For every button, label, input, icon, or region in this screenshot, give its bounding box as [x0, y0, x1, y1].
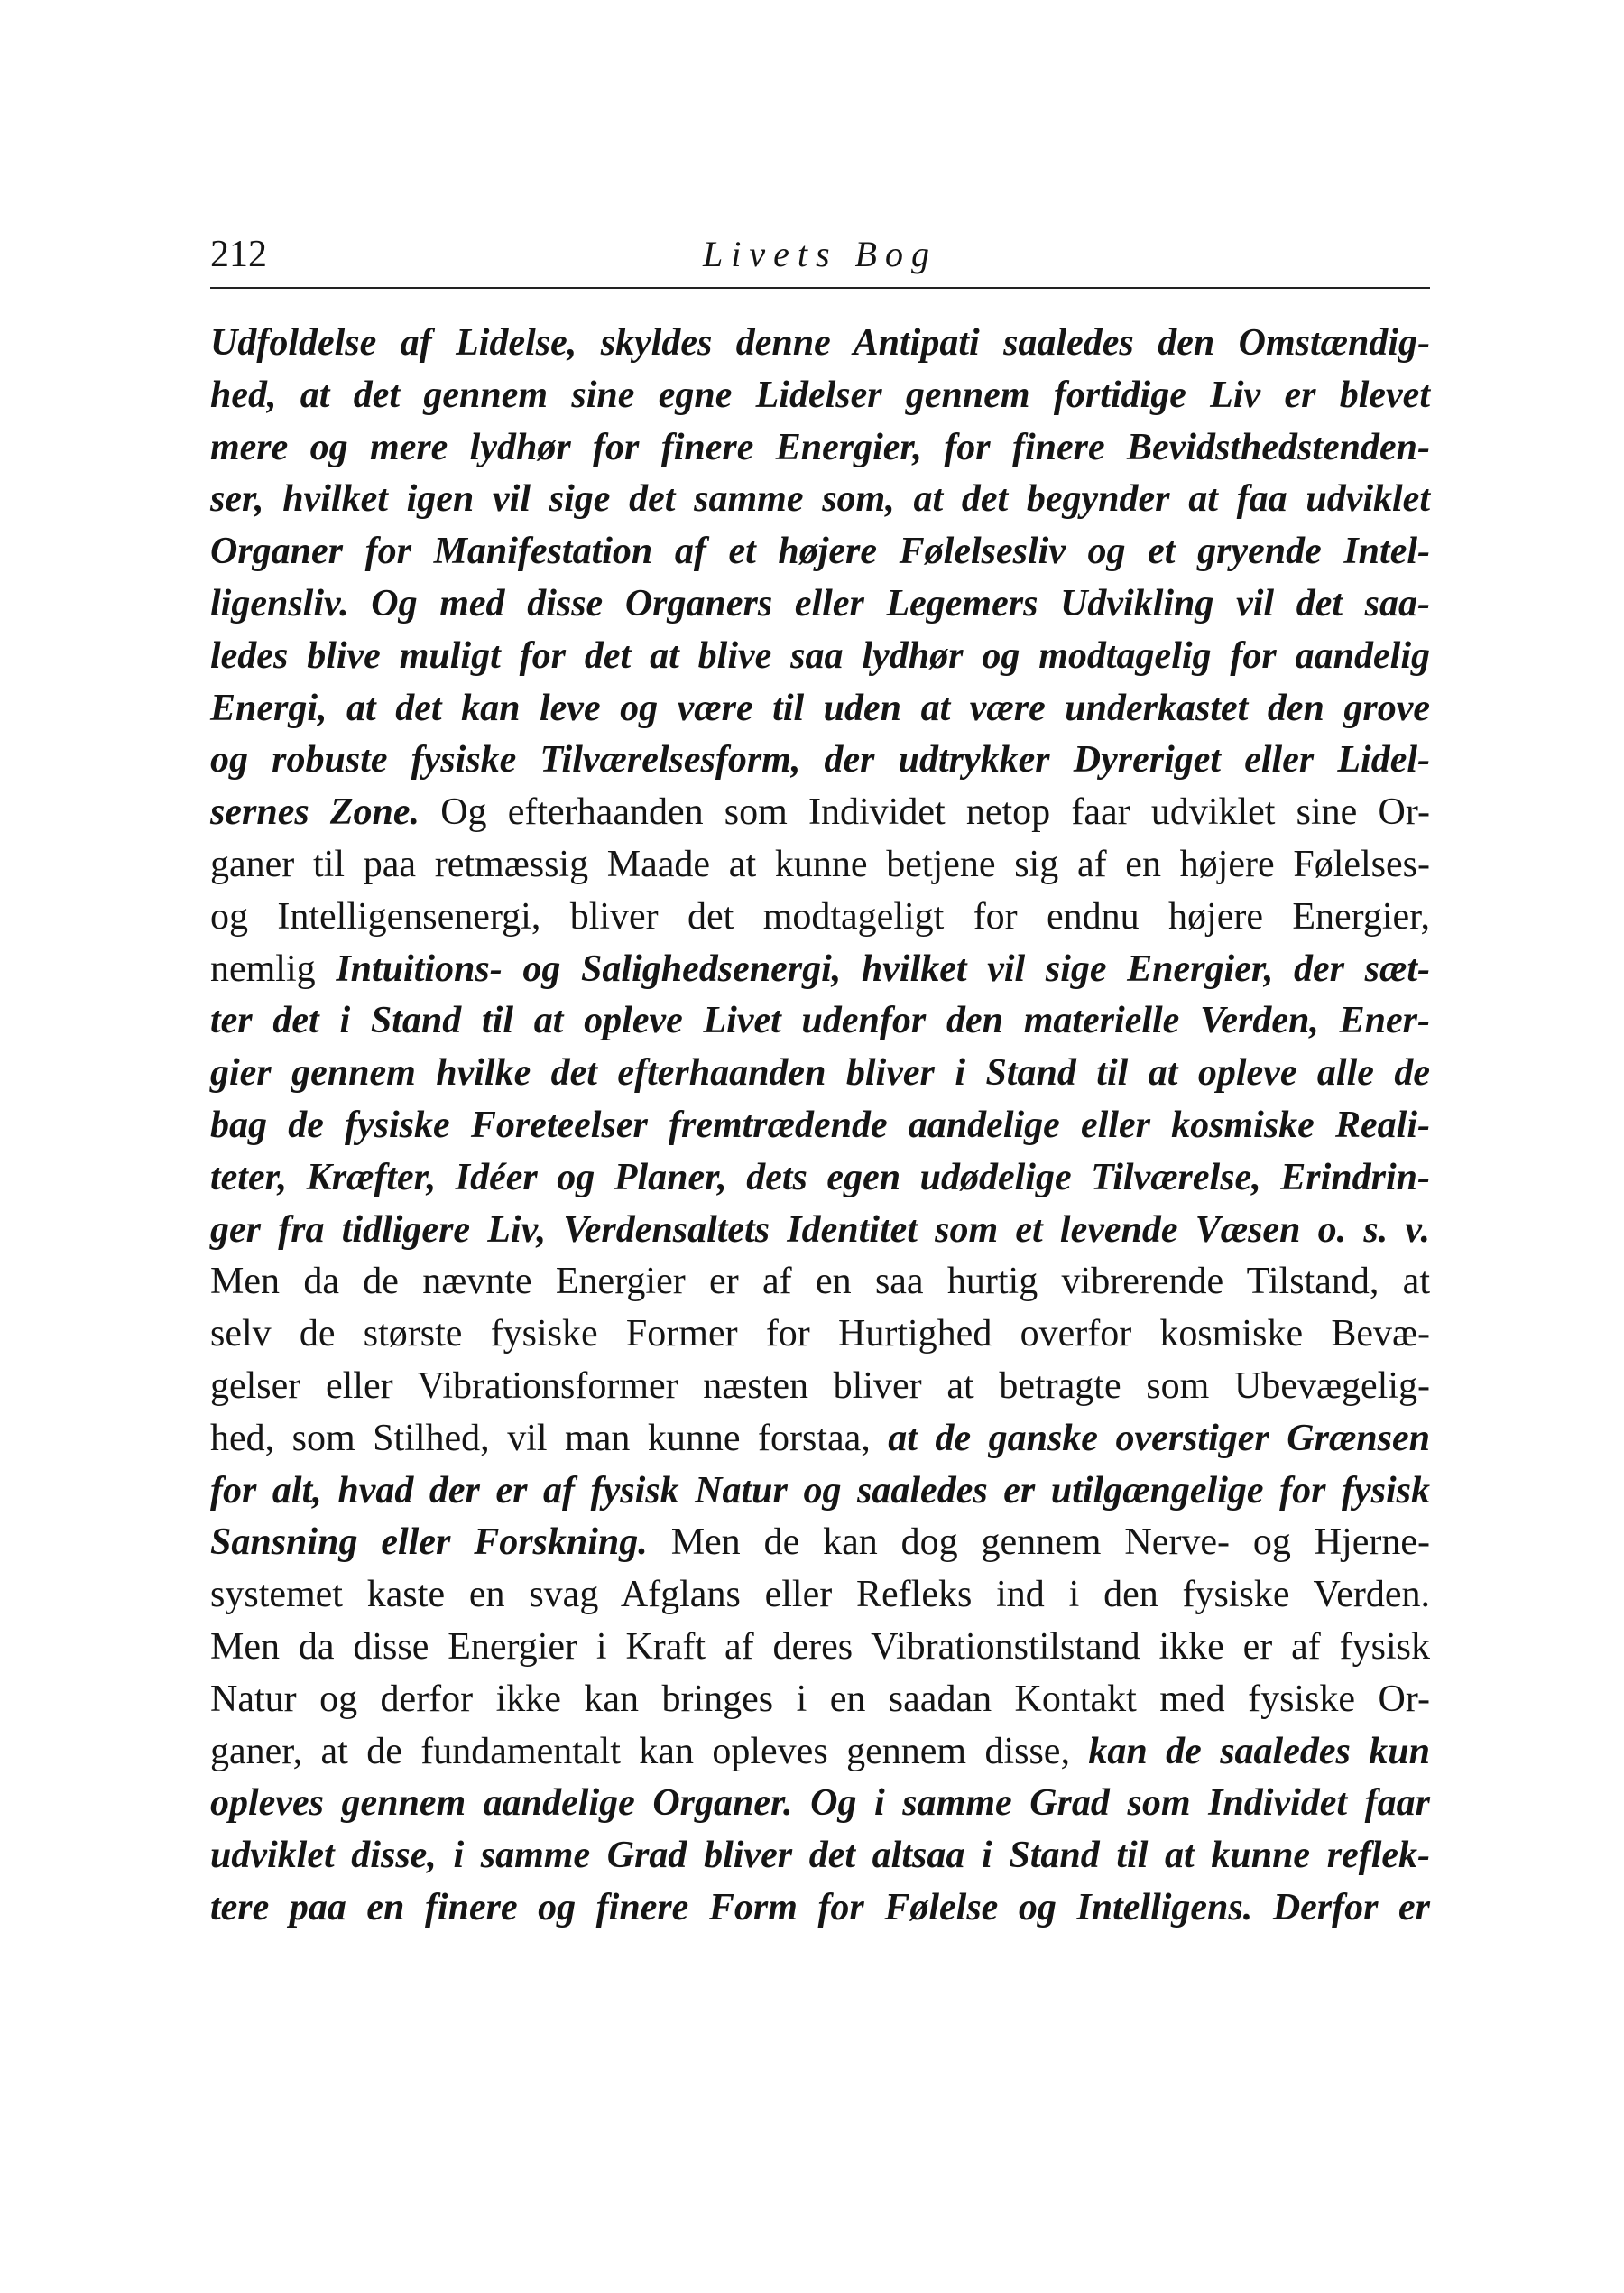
italic-text-run: bag de fysiske Foreteelser fremtrædende aandelige eller kosmiske Reali-: [210, 1104, 1430, 1146]
italic-text-run: Organer for Manifestation af et højere Følelsesliv og et gryende Intel-: [210, 531, 1430, 573]
text-line: [210, 1361, 1430, 1413]
roman-text-run: gelser eller Vibrationsformer næsten bliver at betragte som Ubevægelig-: [210, 1364, 1430, 1407]
roman-text-run: Men da de nævnte Energier er af en saa hurtig vibrerende Tilstand, at: [210, 1261, 1430, 1303]
italic-text-run: tere paa en finere og finere Form for Følelse og Intelligens. Derfor er: [210, 1886, 1430, 1928]
roman-text-run: nemlig: [210, 948, 337, 990]
text-line: [210, 318, 1430, 370]
italic-text-run: gier gennem hvilke det efterhaanden bliver i Stand til at opleve alle de: [210, 1052, 1430, 1095]
body-text: [210, 318, 1430, 1935]
text-line: [210, 1048, 1430, 1100]
italic-text-run: for alt, hvad der er af fysisk Natur og saaledes er utilgængelige for fysisk: [210, 1469, 1430, 1512]
text-line: [210, 1674, 1430, 1726]
text-line: [210, 735, 1430, 787]
text-line: [210, 944, 1430, 996]
italic-text-run: Udfoldelse af Lidelse, skyldes denne Antipati saaledes den Omstændig-: [210, 322, 1430, 364]
text-line: [210, 370, 1430, 422]
italic-text-run: opleves gennem aandelige Organer. Og i samme Grad som Individet faar: [210, 1782, 1430, 1825]
italic-text-run: ledes blive muligt for det at blive saa lydhør og modtagelig for aandelig: [210, 634, 1430, 677]
italic-text-run: ligensliv. Og med disse Organers eller Legemers Udvikling vil det saa-: [210, 582, 1430, 624]
italic-text-run: teter, Kræfter, Idéer og Planer, dets egen udødelige Tilværelse, Erindrin-: [210, 1156, 1430, 1198]
text-line: [210, 892, 1430, 944]
italic-text-run: Intuitions- og Salighedsenergi, hvilket vil sige Energier, der sæt-: [336, 948, 1430, 990]
text-line: [210, 1517, 1430, 1569]
roman-text-run: selv de største fysiske Former for Hurtighed overfor kosmiske Bevæ-: [210, 1313, 1430, 1355]
text-line: [210, 1778, 1430, 1830]
roman-text-run: og Intelligensenergi, bliver det modtageligt for endnu højere Energier,: [210, 895, 1430, 938]
text-line: [210, 1308, 1430, 1361]
text-line: [210, 631, 1430, 683]
text-line: [210, 1205, 1430, 1257]
italic-text-run: mere og mere lydhør for finere Energier, for finere Bevidsthedstenden-: [210, 426, 1430, 468]
text-line: [210, 787, 1430, 839]
italic-text-run: sernes Zone.: [210, 791, 420, 834]
text-line: [210, 1569, 1430, 1622]
italic-text-run: udviklet disse, i samme Grad bliver det altsaa i Stand til at kunne reflek-: [210, 1835, 1430, 1877]
roman-text-run: systemet kaste en svag Afglans eller Refleks ind i den fysiske Verden.: [210, 1574, 1430, 1616]
roman-text-run: hed, som Stilhed, vil man kunne forstaa,: [210, 1417, 889, 1459]
text-line: [210, 1726, 1430, 1779]
italic-text-run: kan de saaledes kun: [1088, 1730, 1430, 1772]
italic-text-run: at de ganske overstiger Grænsen: [888, 1417, 1430, 1459]
header-rule: [210, 287, 1430, 289]
page-header: [210, 227, 1430, 282]
italic-text-run: ger fra tidligere Liv, Verdensaltets Identitet som et levende Væsen o. s. v.: [210, 1208, 1430, 1251]
text-line: [210, 995, 1430, 1048]
text-line: [210, 683, 1430, 735]
italic-text-run: hed, at det gennem sine egne Lidelser gennem fortidige Liv er blevet: [210, 374, 1430, 416]
roman-text-run: ganer til paa retmæssig Maade at kunne betjene sig af en højere Følelses-: [210, 843, 1430, 885]
page-number: 212: [210, 234, 267, 275]
running-title: Livets Bog: [703, 234, 937, 274]
text-line: [210, 422, 1430, 475]
italic-text-run: Sansning eller Forskning.: [210, 1521, 648, 1564]
italic-text-run: ser, hvilket igen vil sige det samme som, at det begynder at faa udviklet: [210, 478, 1430, 521]
text-line: [210, 526, 1430, 578]
text-line: [210, 578, 1430, 631]
text-line: [210, 1882, 1430, 1935]
italic-text-run: og robuste fysiske Tilværelsesform, der udtrykker Dyreriget eller Lidel-: [210, 739, 1430, 781]
text-line: [210, 1256, 1430, 1308]
text-line: [210, 1465, 1430, 1518]
text-line: [210, 1622, 1430, 1674]
text-line: [210, 839, 1430, 892]
roman-text-run: Natur og derfor ikke kan bringes i en saadan Kontakt med fysiske Or-: [210, 1678, 1430, 1720]
text-line: [210, 1100, 1430, 1152]
italic-text-run: Energi, at det kan leve og være til uden at være underkastet den grove: [210, 687, 1430, 729]
roman-text-run: ganer, at de fundamentalt kan opleves gennem disse,: [210, 1730, 1089, 1772]
italic-text-run: ter det i Stand til at opleve Livet udenfor den materielle Verden, Ener-: [210, 1000, 1430, 1042]
text-line: [210, 1830, 1430, 1882]
roman-text-run: Men de kan dog gennem Nerve- og Hjerne-: [647, 1521, 1430, 1564]
text-line: [210, 474, 1430, 526]
roman-text-run: Og efterhaanden som Individet netop faar udviklet sine Or-: [420, 791, 1430, 834]
text-line: [210, 1152, 1430, 1205]
text-line: [210, 1413, 1430, 1465]
roman-text-run: Men da disse Energier i Kraft af deres Vibrationstilstand ikke er af fysisk: [210, 1625, 1430, 1668]
